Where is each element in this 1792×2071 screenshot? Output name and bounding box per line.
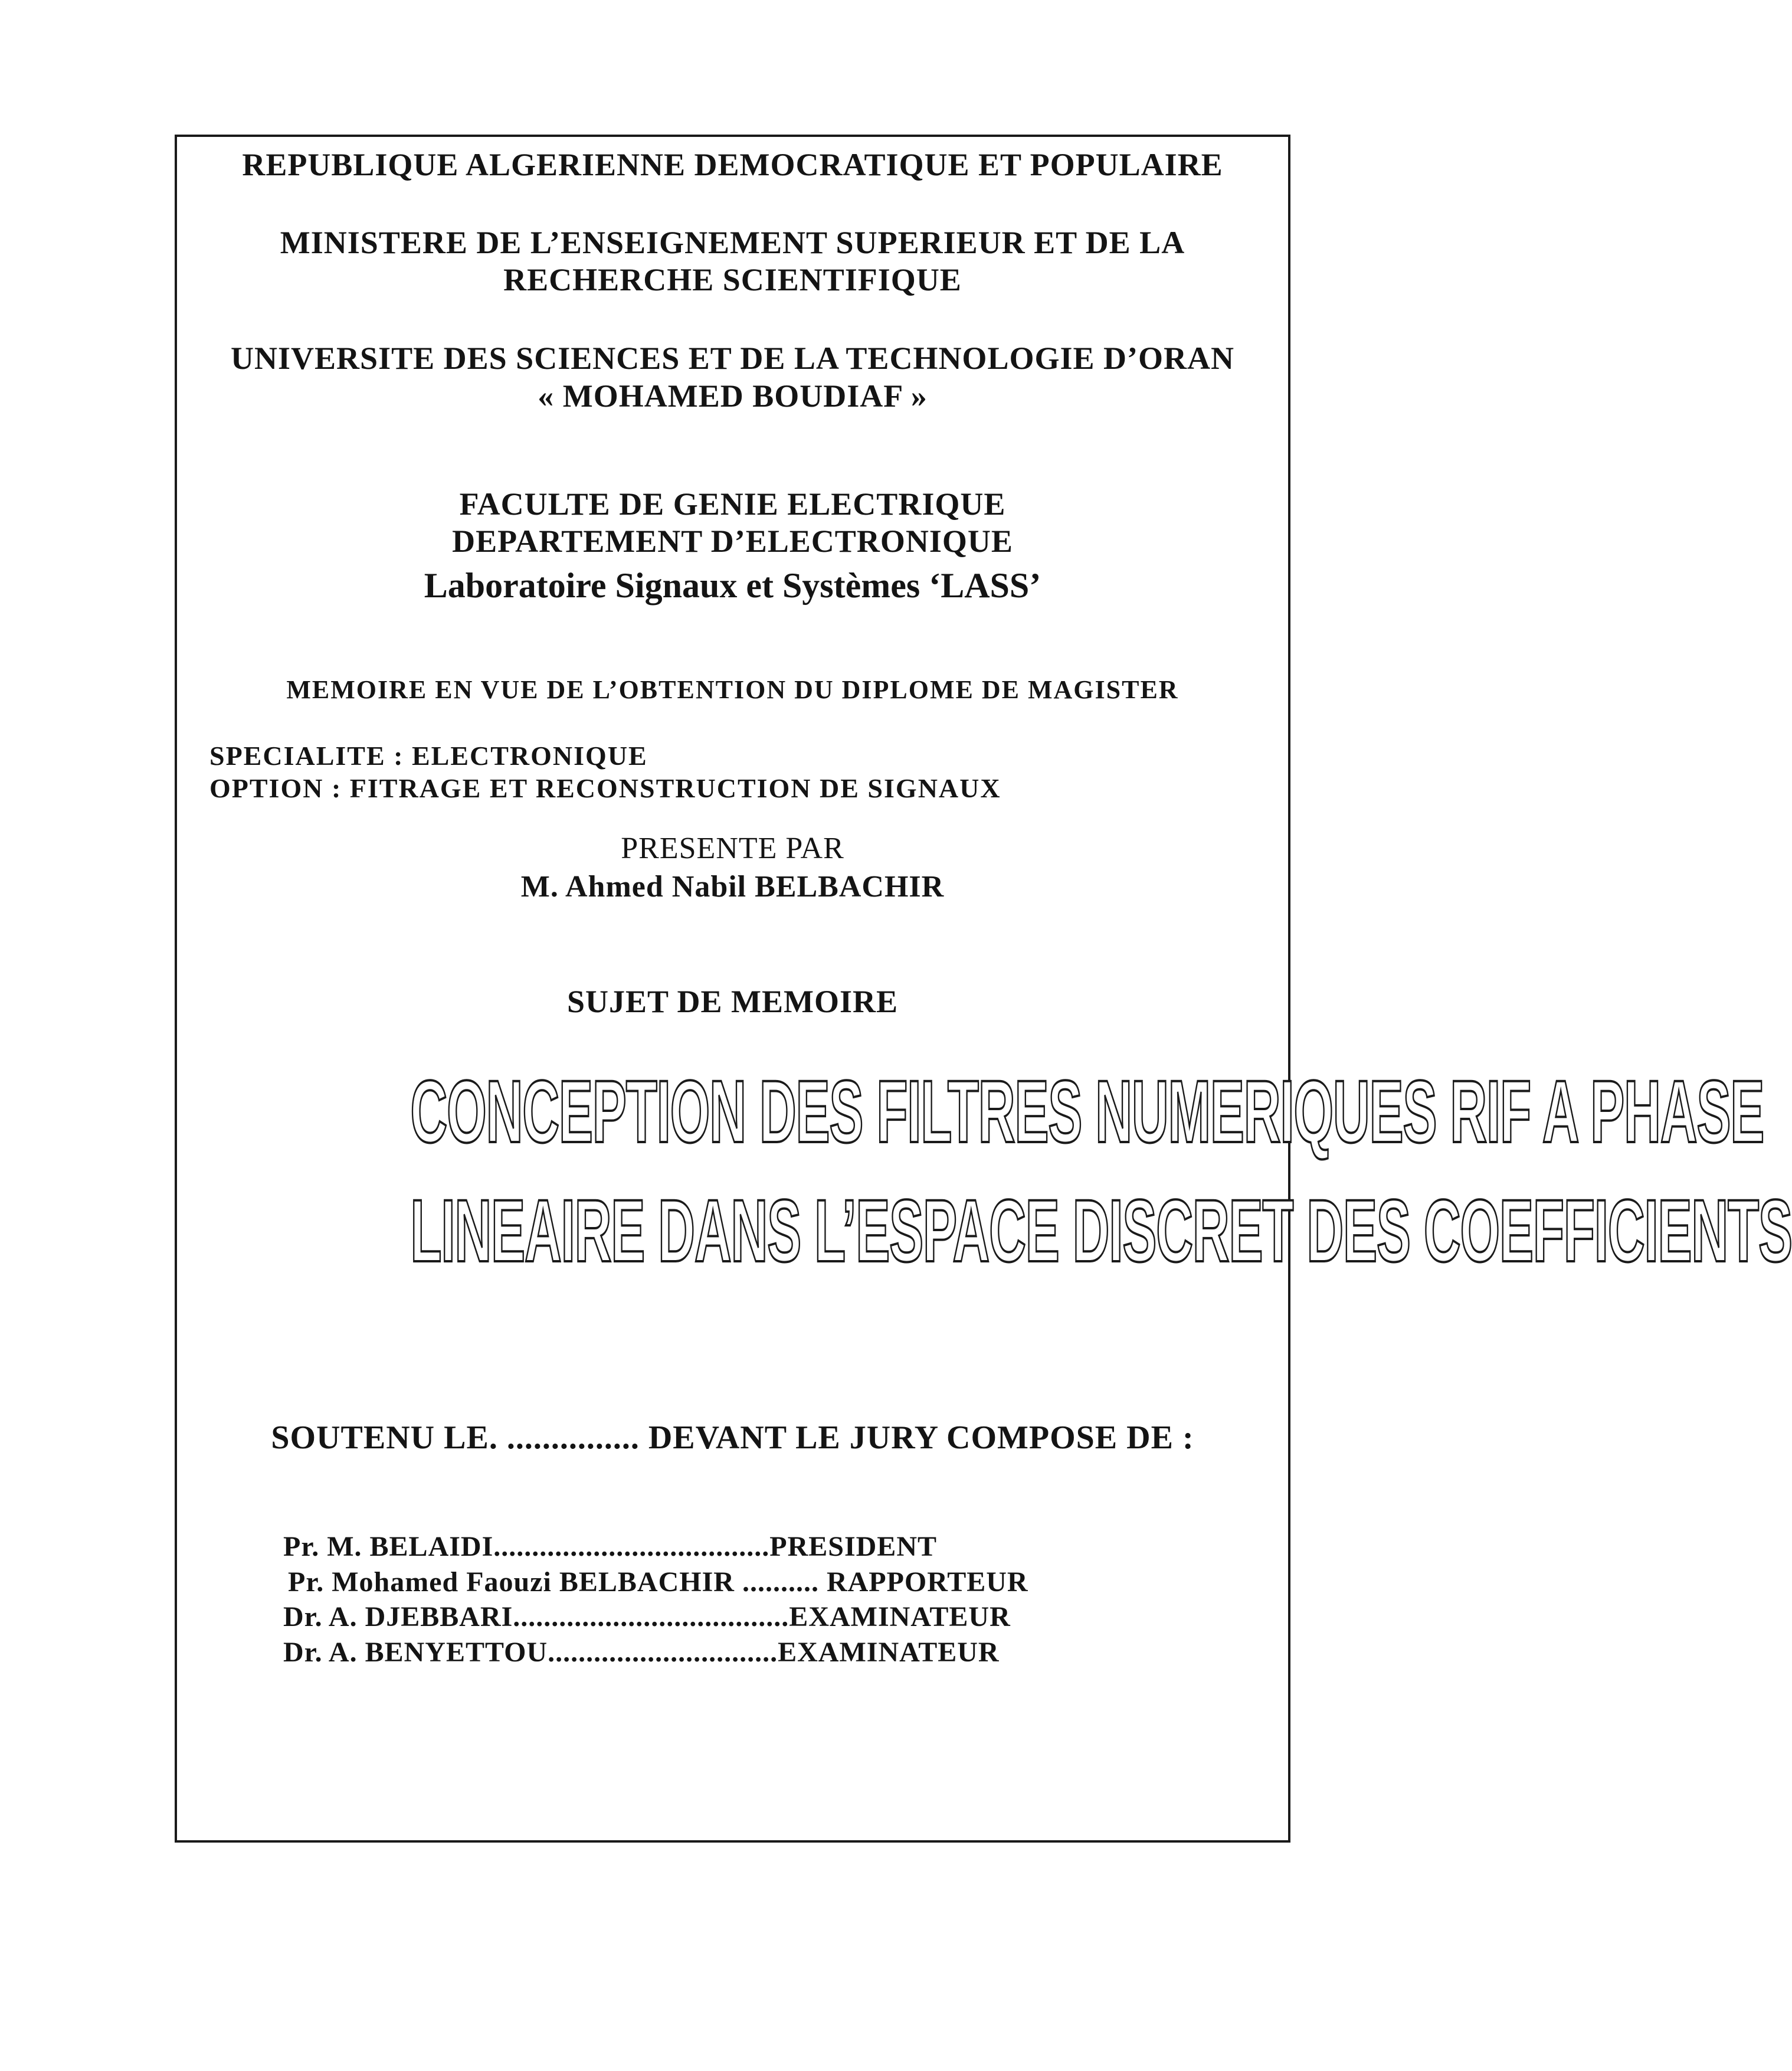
- jury-name: Pr. M. BELAIDI: [283, 1531, 494, 1562]
- laboratoire-heading: Laboratoire Signaux et Systèmes ‘LASS’: [424, 566, 1041, 605]
- thesis-title-line-1: CONCEPTION DES FILTRES NUMERIQUES RIF A PHASE: [410, 1062, 1764, 1161]
- soutenu-line: SOUTENU LE. ............... DEVANT LE JURY COMPOSE DE :: [271, 1419, 1194, 1456]
- departement-heading: DEPARTEMENT D’ELECTRONIQUE: [452, 524, 1013, 559]
- ministere-line-1: MINISTERE DE L’ENSEIGNEMENT SUPERIEUR ET DE LA: [280, 225, 1185, 260]
- jury-role: RAPPORTEUR: [826, 1566, 1028, 1598]
- jury-dots: ....................................: [493, 1531, 770, 1562]
- universite-line-1: UNIVERSITE DES SCIENCES ET DE LA TECHNOLOGIE D’ORAN: [231, 341, 1234, 376]
- universite-line-2: « MOHAMED BOUDIAF »: [538, 378, 928, 414]
- jury-role: PRESIDENT: [769, 1531, 937, 1562]
- page-frame-top: [175, 135, 1290, 137]
- presente-par-label: PRESENTE PAR: [621, 832, 844, 865]
- jury-dots: ..........: [734, 1566, 827, 1598]
- jury-name: Dr. A. BENYETTOU: [283, 1637, 548, 1668]
- sujet-heading: SUJET DE MEMOIRE: [566, 984, 899, 1019]
- jury-row: [288, 1568, 1028, 1596]
- faculte-heading: FACULTE DE GENIE ELECTRIQUE: [459, 486, 1006, 522]
- option-line: OPTION : FITRAGE ET RECONSTRUCTION DE SIGNAUX: [209, 773, 1001, 803]
- jury-dots: ....................................: [513, 1601, 789, 1632]
- author-name: M. Ahmed Nabil BELBACHIR: [520, 870, 945, 904]
- ministere-line-2: RECHERCHE SCIENTIFIQUE: [503, 262, 962, 297]
- specialite-line: SPECIALITE : ELECTRONIQUE: [209, 741, 648, 771]
- jury-role: EXAMINATEUR: [789, 1601, 1011, 1632]
- republique-heading: REPUBLIQUE ALGERIENNE DEMOCRATIQUE ET POPULAIRE: [242, 147, 1223, 182]
- jury-row: [283, 1533, 937, 1561]
- jury-row: [283, 1638, 1000, 1667]
- page-frame-right: [1288, 135, 1290, 1840]
- page-frame-bottom: [175, 1840, 1290, 1843]
- jury-name: Pr. Mohamed Faouzi BELBACHIR: [288, 1566, 735, 1598]
- jury-dots: ..............................: [548, 1637, 778, 1668]
- jury-name: Dr. A. DJEBBARI: [283, 1601, 513, 1632]
- jury-role: EXAMINATEUR: [778, 1637, 1000, 1668]
- jury-row: [283, 1603, 1011, 1631]
- memoire-obtention: MEMOIRE EN VUE DE L’OBTENTION DU DIPLOME DE MAGISTER: [286, 675, 1179, 704]
- thesis-title-line-2: LINEAIRE DANS L’ESPACE DISCRET DES COEFFICIENTS: [410, 1181, 1792, 1280]
